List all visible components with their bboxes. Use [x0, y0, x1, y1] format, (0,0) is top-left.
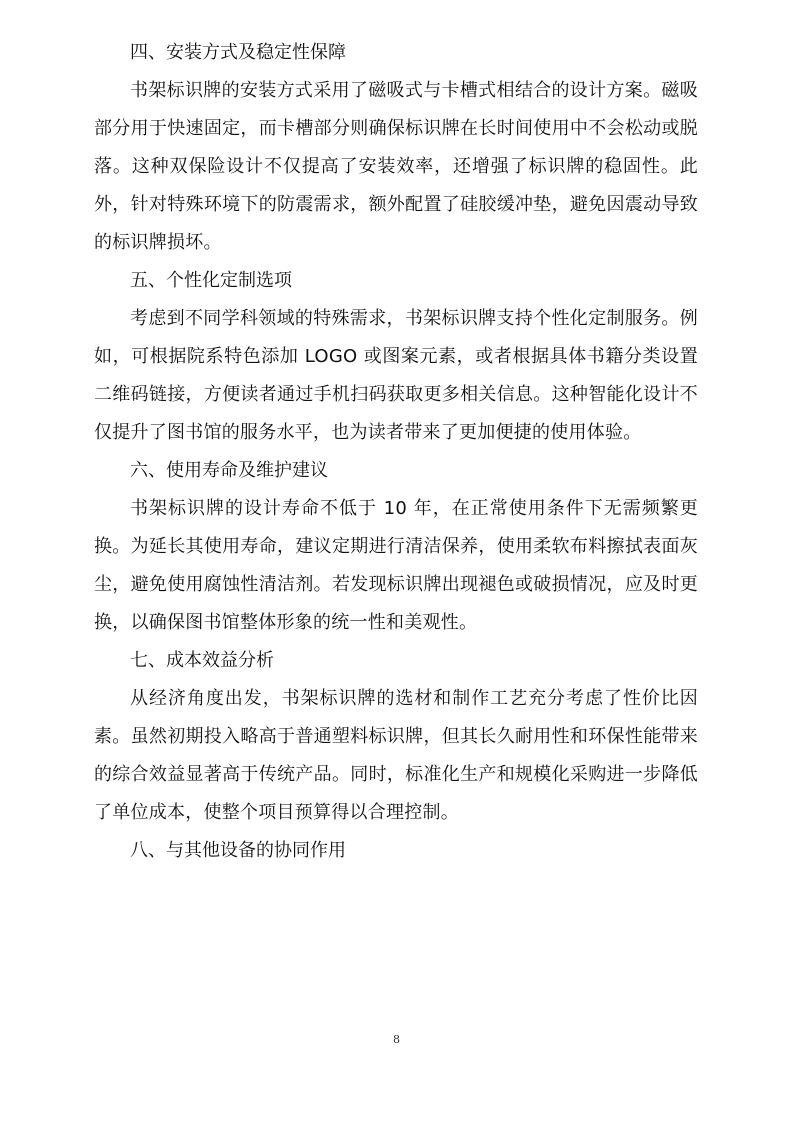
section-heading-lifespan: 六、使用寿命及维护建议 — [130, 460, 328, 481]
section-heading-installation: 四、安装方式及稳定性保障 — [130, 42, 346, 63]
section-heading-customization: 五、个性化定制选项 — [130, 270, 292, 291]
section-paragraph-customization: 考虑到不同学科领域的特殊需求，书架标识牌支持个性化定制服务。例如，可根据院系特色添加 LOGO 或图案元素，或者根据具体书籍分类设置二维码链接，方便读者通过手机扫码获取更多相关信息。这种智能化设计不仅提升了图书馆的服务水平，也为读者带来了更加便捷的使用体验。 — [94, 308, 698, 443]
page-content — [94, 34, 698, 870]
section-paragraph-cost-benefit: 从经济角度出发，书架标识牌的选材和制作工艺充分考虑了性价比因素。虽然初期投入略高于普通塑料标识牌，但其长久耐用性和环保性能带来的综合效益显著高于传统产品。同时，标准化生产和规模化采购进一步降低了单位成本，使整个项目预算得以合理控制。 — [94, 688, 698, 823]
section-paragraph-installation: 书架标识牌的安装方式采用了磁吸式与卡槽式相结合的设计方案。磁吸部分用于快速固定，而卡槽部分则确保标识牌在长时间使用中不会松动或脱落。这种双保险设计不仅提高了安装效率，还增强了标识牌的稳固性。此外，针对特殊环境下的防震需求，额外配置了硅胶缓冲垫，避免因震动导致的标识牌损坏。 — [94, 80, 698, 253]
section-heading-cost-benefit: 七、成本效益分析 — [130, 650, 274, 671]
section-paragraph-lifespan: 书架标识牌的设计寿命不低于 10 年，在正常使用条件下无需频繁更换。为延长其使用寿命，建议定期进行清洁保养，使用柔软布料擦拭表面灰尘，避免使用腐蚀性清洁剂。若发现标识牌出现褪色或破损情况，应及时更换，以确保图书馆整体形象的统一性和美观性。 — [94, 498, 698, 633]
section-heading-device-synergy: 八、与其他设备的协同作用 — [130, 840, 346, 861]
page-number: 8 — [393, 1033, 400, 1046]
